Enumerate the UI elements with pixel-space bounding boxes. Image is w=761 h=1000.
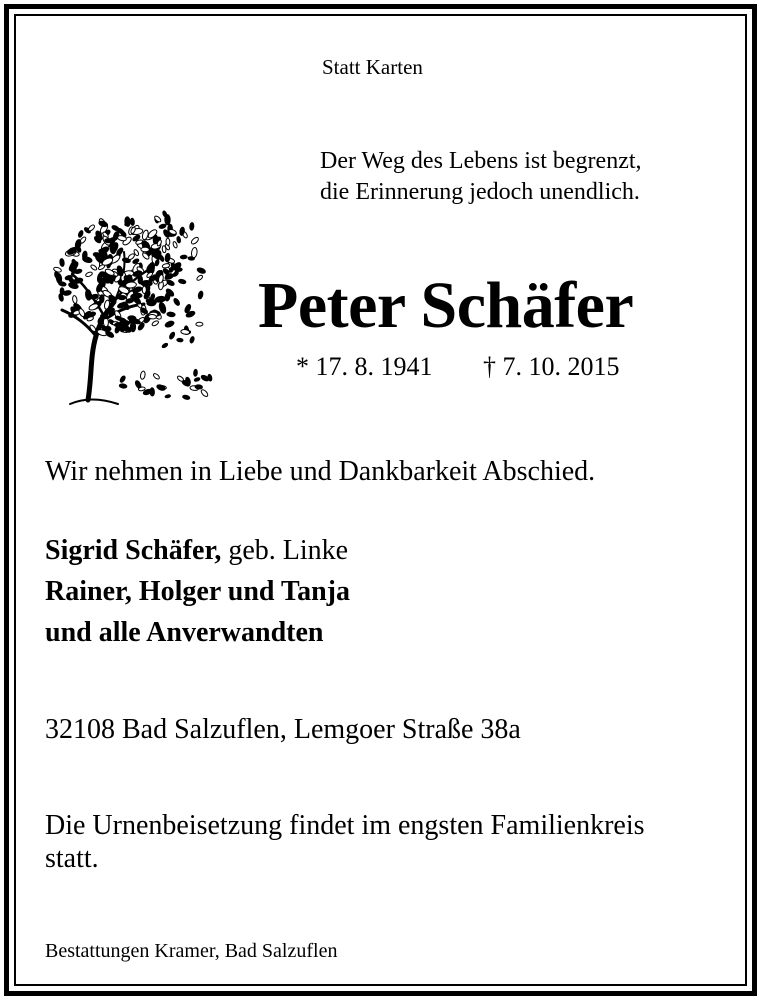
- mourner-suffix: geb. Linke: [221, 535, 349, 566]
- leaf-shape: [195, 385, 203, 390]
- leaf-shape: [105, 238, 113, 243]
- notice-line-2: statt.: [45, 843, 99, 874]
- leaf-shape: [159, 255, 165, 262]
- quote-line-2: die Erinnerung jedoch unendlich.: [320, 179, 640, 205]
- leaf-shape: [118, 295, 126, 300]
- leaf-shape: [182, 395, 190, 401]
- leaf-shape: [85, 271, 93, 277]
- funeral-home: Bestattungen Kramer, Bad Salzuflen: [45, 940, 338, 962]
- leaf-shape: [125, 282, 136, 289]
- leaf-shape: [169, 331, 176, 339]
- mourner-line-1: [45, 535, 348, 567]
- leaf-shape: [154, 215, 162, 223]
- leaf-shape: [165, 253, 171, 262]
- leaf-shape: [53, 266, 62, 273]
- leaf-shape: [119, 375, 126, 383]
- leaf-shape: [193, 369, 197, 376]
- leaf-shape: [87, 224, 95, 232]
- leaf-shape: [140, 371, 146, 380]
- leaf-shape: [194, 377, 200, 382]
- quote-line-1: Der Weg des Lebens ist begrenzt,: [320, 148, 642, 174]
- leaf-shape: [178, 279, 186, 285]
- leaf-shape: [200, 389, 209, 398]
- leaf-shape: [165, 394, 171, 398]
- leaf-shape: [114, 323, 122, 327]
- leaf-shape: [141, 281, 152, 287]
- leaf-shape: [198, 291, 204, 300]
- leaf-shape: [141, 247, 149, 252]
- leaf-shape: [60, 288, 64, 295]
- leaf-shape: [189, 336, 195, 343]
- leaf-shape: [164, 320, 174, 328]
- leaf-shape: [152, 373, 160, 380]
- leaf-shape: [98, 220, 108, 227]
- leaf-shape: [172, 241, 178, 248]
- notice-line-1: Die Urnenbeisetzung findet im engsten Familienkreis: [45, 810, 645, 841]
- leaf-shape: [173, 297, 181, 306]
- header-text: Statt Karten: [322, 55, 423, 79]
- leaf-shape: [196, 267, 206, 274]
- wind-blown-tree-icon: [40, 196, 220, 410]
- leaf-shape: [78, 230, 84, 238]
- death-date: † 7. 10. 2015: [483, 352, 620, 381]
- deceased-name: Peter Schäfer: [258, 269, 634, 342]
- leaf-shape: [191, 247, 198, 258]
- leaf-shape: [196, 322, 203, 326]
- leaf-shape: [177, 338, 183, 342]
- leaf-shape: [167, 312, 176, 317]
- leaf-shape: [72, 295, 77, 303]
- leaf-shape: [88, 303, 99, 312]
- leaf-shape: [165, 215, 171, 225]
- leaf-shape: [151, 320, 159, 327]
- mourner-line-2: Rainer, Holger und Tanja: [45, 576, 350, 607]
- leaf-shape: [161, 342, 168, 348]
- leaf-shape: [156, 384, 166, 392]
- address: 32108 Bad Salzuflen, Lemgoer Straße 38a: [45, 714, 521, 745]
- leaf-shape: [166, 238, 170, 245]
- leaf-shape: [189, 222, 194, 230]
- leaf-shape: [180, 255, 187, 259]
- leaf-shape: [196, 274, 203, 281]
- mourner-name: Sigrid Schäfer,: [45, 535, 222, 566]
- leaf-shape: [90, 264, 98, 271]
- leaf-shape: [105, 330, 115, 339]
- leaf-shape: [148, 314, 156, 319]
- leaf-shape: [190, 236, 199, 245]
- leaf-shape: [159, 223, 167, 229]
- mourner-line-3: und alle Anverwandten: [45, 617, 324, 648]
- leaf-shape: [98, 245, 110, 255]
- farewell-text: Wir nehmen in Liebe und Dankbarkeit Abschied.: [45, 456, 596, 487]
- leaf-shape: [99, 295, 104, 303]
- birth-date: * 17. 8. 1941: [296, 352, 433, 381]
- leaf-shape: [58, 281, 66, 287]
- leaf-shape: [82, 256, 93, 264]
- leaf-shape: [111, 225, 120, 232]
- leaf-shape: [78, 308, 86, 318]
- leaf-shape: [127, 253, 135, 261]
- leaf-shape: [142, 286, 146, 294]
- leaf-shape: [166, 279, 175, 286]
- leaf-shape: [119, 383, 127, 388]
- leaf-shape: [176, 268, 183, 272]
- leaf-shape: [176, 236, 181, 243]
- leaf-shape: [155, 296, 166, 303]
- leaf-shape: [59, 258, 64, 266]
